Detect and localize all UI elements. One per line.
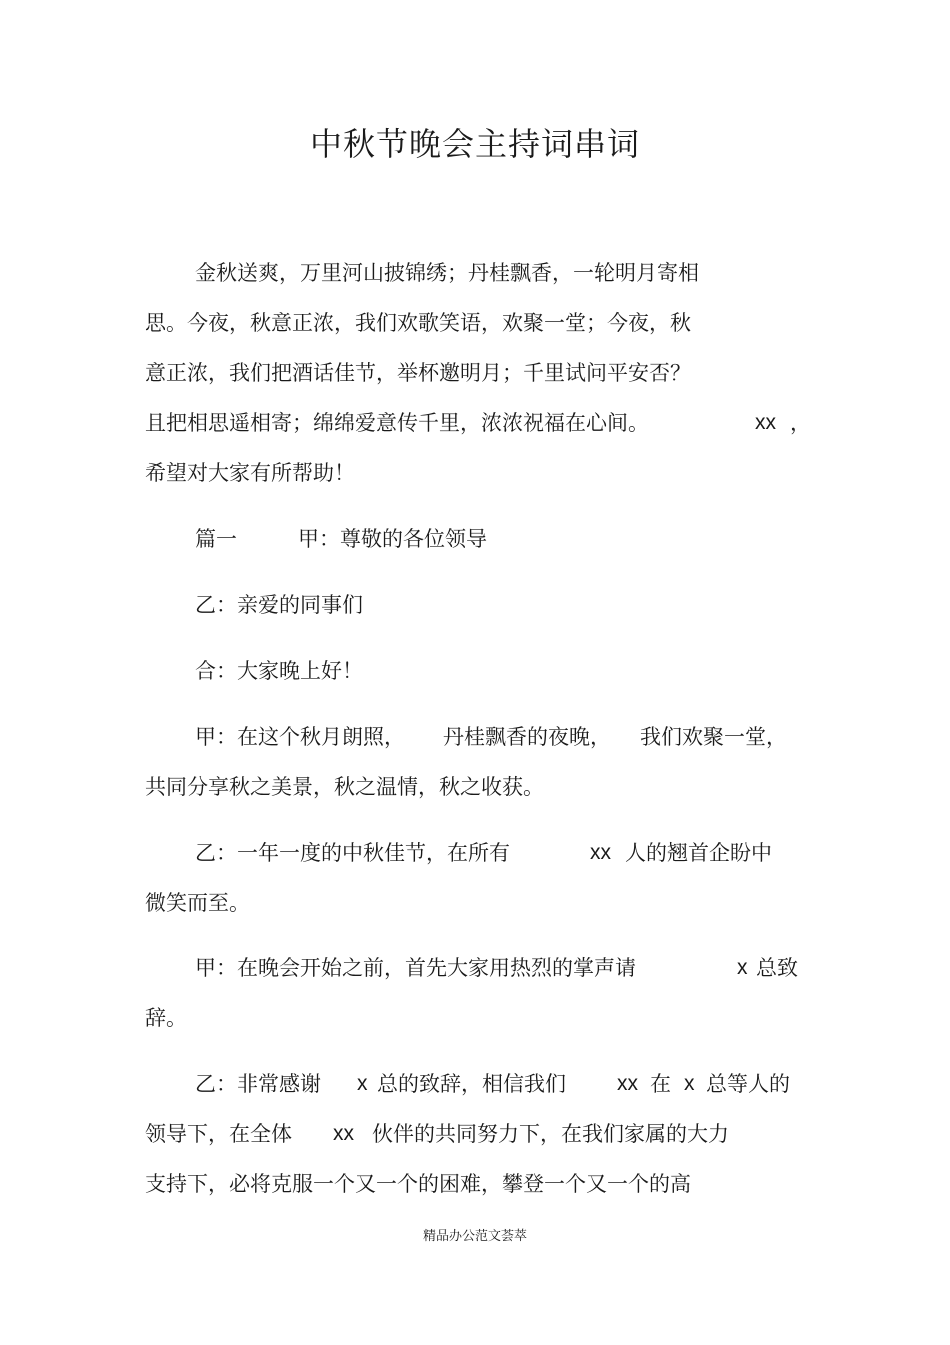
dialogue-line: 甲：在晚会开始之前，首先大家用热烈的掌声请 [195,956,636,980]
section-label: 篇一 [195,527,237,551]
dialogue-fragment: 丹桂飘香的夜晚， [443,725,611,749]
dialogue-line: 甲：在这个秋月朗照， [195,725,405,749]
dialogue-continuation: 辞。 [145,1006,187,1030]
placeholder-xx: xx [617,1072,638,1095]
dialogue-fragment: 在 [650,1072,671,1096]
placeholder-xx: xx [590,841,611,864]
placeholder-x: x [357,1072,368,1095]
intro-line-5: 希望对大家有所帮助！ [145,461,355,485]
dialogue-line: 合：大家晚上好！ [195,659,363,683]
dialogue-line: 甲：尊敬的各位领导 [298,527,487,551]
dialogue-continuation: 微笑而至。 [145,891,250,915]
dialogue-continuation: 共同分享秋之美景，秋之温情，秋之收获。 [145,775,544,799]
dialogue-fragment: 总等人的 [706,1072,790,1096]
dialogue-fragment: 我们欢聚一堂， [640,725,787,749]
dialogue-fragment: 总的致辞，相信我们 [377,1072,566,1096]
intro-comma: ， [790,411,811,435]
placeholder-xx: xx [333,1122,354,1145]
placeholder-x: x [684,1072,695,1095]
dialogue-continuation: 支持下，必将克服一个又一个的困难，攀登一个又一个的高 [145,1172,691,1196]
dialogue-line: 乙：一年一度的中秋佳节，在所有 [195,841,510,865]
dialogue-line: 乙：非常感谢 [195,1072,321,1096]
intro-placeholder-xx: xx [755,411,776,434]
intro-line-3: 意正浓，我们把酒话佳节，举杯邀明月；千里试问平安否？ [145,361,691,385]
dialogue-fragment: 伙伴的共同努力下，在我们家属的大力 [372,1122,729,1146]
dialogue-line: 乙：亲爱的同事们 [195,593,363,617]
dialogue-fragment: 总致 [756,956,798,980]
intro-line-4: 且把相思遥相寄；绵绵爱意传千里，浓浓祝福在心间。 [145,411,649,435]
intro-line-2: 思。今夜，秋意正浓，我们欢歌笑语，欢聚一堂；今夜，秋 [145,311,691,335]
page-footer: 精品办公范文荟萃 [422,1229,527,1244]
intro-line-1: 金秋送爽，万里河山披锦绣；丹桂飘香，一轮明月寄相 [195,261,699,285]
placeholder-x: x [737,956,748,979]
document-title: 中秋节晚会主持词串词 [309,125,640,163]
dialogue-fragment: 人的翘首企盼中 [625,841,772,865]
dialogue-continuation: 领导下，在全体 [145,1122,292,1146]
